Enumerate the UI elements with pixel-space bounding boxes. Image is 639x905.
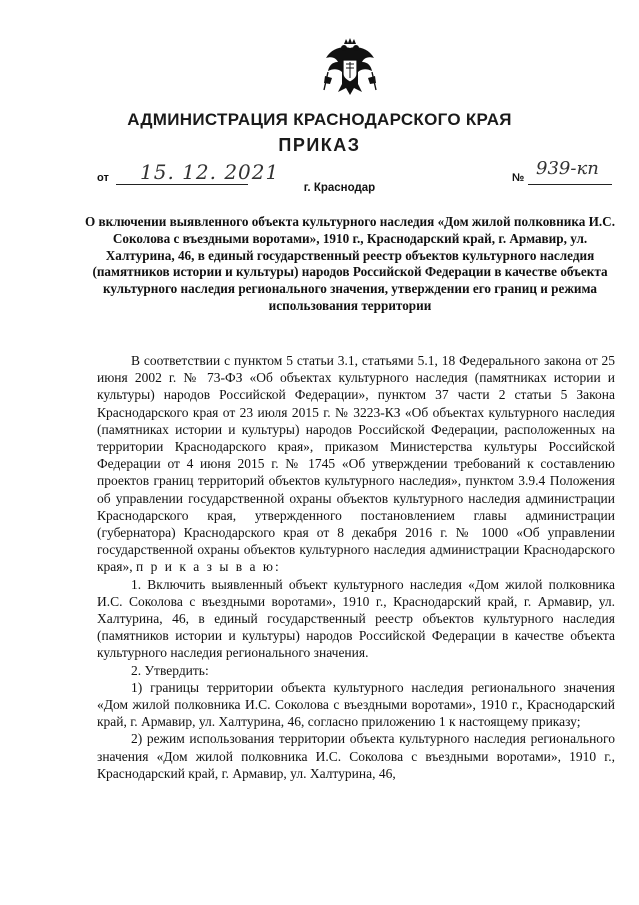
preamble-paragraph [97,352,615,576]
number-label: № [512,172,525,184]
city-label: г. Краснодар [303,182,376,194]
item-2-2-paragraph: 2) режим использования территории объекта культурного наследия регионального значения «Дом жилой полковника И.С. Соколова с въездными воротами», 1910 г., Краснодарский край, г. Армавир, ул. Халтурина, 46, [97,731,615,781]
handwritten-date: 15. 12. 2021 [140,160,280,184]
preamble-text: В соответствии с пунктом 5 статьи 3.1, статьями 5.1, 18 Федерального закона от 25 июня 2002 г. № 73-ФЗ «Об объектах культурного наследия (памятниках истории и культуры) народов Российской Федерации», пунктом 37 части 2 статьи 5 Закона Краснодарского края от 23 июля 2015 г. № 3223-КЗ «Об объектах культурного наследия (памятниках истории и культуры) народов Российской Федерации, расположенных на территории Краснодарского края», приказом Министерства культуры Российской Федерации от 4 июня 2015 г. № 1745 «Об утверждении требований к составлению проектов границ территорий объектов культурного наследия», пунктом 3.9.4 Положения об управлении государственной охраны объектов культурного наследия администрации Краснодарского края, утвержденного постановлением главы администрации (губернатора) Краснодарского края от 8 декабря 2016 г. № 1000 «Об управлении государственной охраны объектов культурного наследия администрации Краснодарского края», [97,353,615,575]
order-body [97,352,615,782]
handwritten-number: 939-кп [536,158,599,179]
organization-title: АДМИНИСТРАЦИЯ КРАСНОДАРСКОГО КРАЯ [127,110,512,129]
item-2-1-paragraph: 1) границы территории объекта культурного наследия регионального значения «Дом жилой полковника И.С. Соколова с въездными воротами», 1910 г., Краснодарский край, г. Армавир, ул. Халтурина, 46, согласно приложению 1 к настоящему приказу; [97,679,615,730]
item-2-paragraph: 2. Утвердить: [131,662,209,678]
coat-of-arms-emblem [322,38,378,96]
document-type-title: ПРИКАЗ [278,135,361,155]
date-label: от [97,172,109,184]
order-word: п р и к а з ы в а ю: [136,559,281,575]
order-subject: О включении выявленного объекта культурного наследия «Дом жилой полковника И.С. Соколова с въездными воротами», 1910 г., Краснодарский край, г. Армавир, ул. Халтурина, 46, в единый государственный реестр объектов культурного наследия (памятников истории и культуры) народов Российской Федерации в качестве объекта культурного наследия регионального значения, утверждении его границ и режима использования территории [84,214,616,313]
item-1-paragraph: 1. Включить выявленный объект культурного наследия «Дом жилой полковника И.С. Соколова с въездными воротами», 1910 г., Краснодарский край, г. Армавир, ул. Халтурина, 46, в единый государственный реестр объектов культурного наследия (памятников истории и культуры) народов Российской Федерации в качестве объекта культурного наследия регионального значения. [97,576,615,661]
